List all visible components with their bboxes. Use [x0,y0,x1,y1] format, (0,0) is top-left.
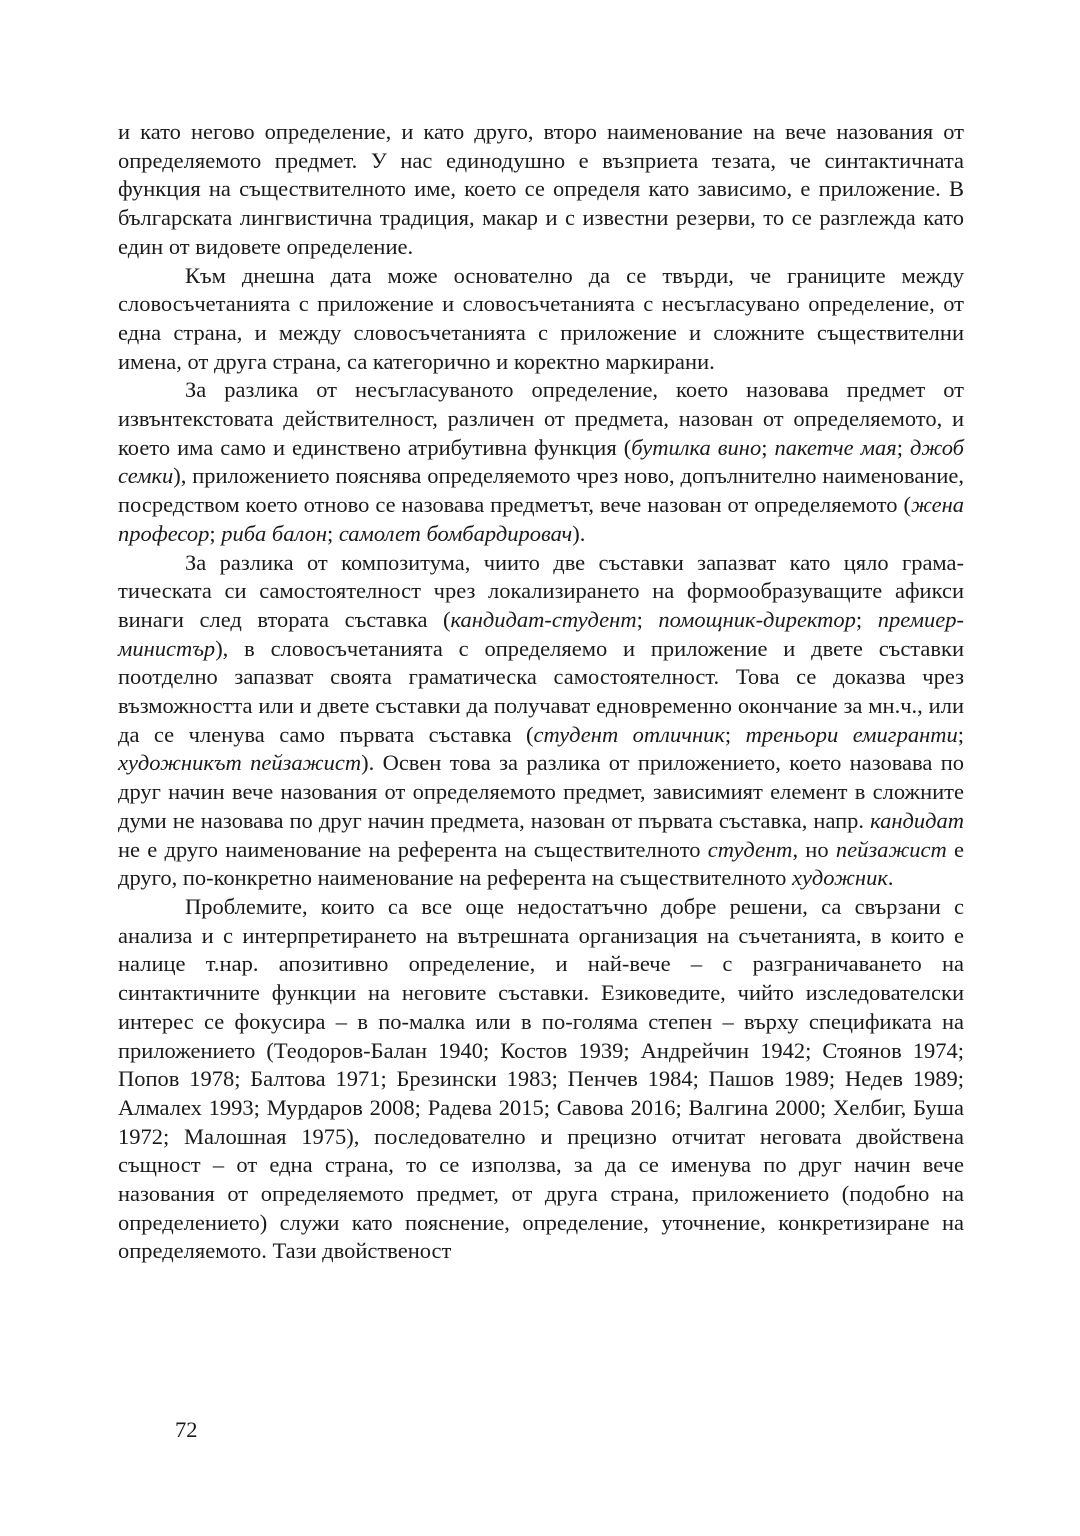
example-term: художник [792,865,888,891]
page-number: 72 [175,1417,198,1442]
paragraph-4-text: ), в словосъчетанията с определяемо и приложение и двете съставки поотделно запазват своята граматическа самостоятелност. Това се доказва чрез възможността или и двете съставки да получават едновременно окончание за мн.ч., или да се членува само първата съставка ( [118,635,964,747]
example-term: самолет бомбардировач [338,520,573,546]
example-term: премиер-министър [118,606,964,661]
example-term: треньори емигранти [745,721,958,747]
example-term: кандидат [870,807,964,833]
paragraph-3-text: ; [761,434,775,460]
example-term: риба балон [221,520,327,546]
paragraph-1 [118,118,964,262]
example-term: художникът пейзажист [118,750,362,776]
paragraph-5-text: Проблемите, които са все още недостатъчно добре решени, са свързани с анализа и с интерпретирането на вътрешната организация на съчетанията, в които е налице т.нар. апозитивно определение, и най-вече – с разграничаването на синтактичните функции на неговите съставки. Езиковедите, чийто изследователски интерес се фокусира – в по-малка или в по-голяма степен – върху спецификата на приложението (Теодоров-Балан 1940; Костов 1939; Андрейчин 1942; Стоянов 1974; Попов 1978; Балтова 1971; Брезински 1983; Пенчев 1984; Пашов 1989; Недев 1989; Алмалех 1993; Мурдаров 2008; Радева 2015; Савова 2016; Валгина 2000; Хелбиг, Буша 1972; Малошная 1975), последователно и прецизно отчитат неговата двойствена същност – от една страна, то се използва, за да се именува по друг начин вече назования от определяемото предмет, от друга страна, приложението (подобно на определението) служи като пояснение, определение, уточнение, конкретизиране на определяемото. Тази двойственост [118,893,964,1264]
paragraph-3-text: За разлика от несъгласуваното определение, което назовава предмет от извънтекстовата действителност, различен от предмета, назован от определяемото, и което има само и единствено атрибутивна функция ( [118,377,964,460]
paragraph-4-text: ; [636,606,659,632]
example-term: студент отличник [533,721,725,747]
paragraph-3 [118,376,964,548]
example-term: джоб семки [118,434,964,489]
paragraph-3-text: ). [572,520,586,546]
example-term: пейзажист [835,836,947,862]
paragraph-3-text: ), приложението пояснява определяемото чрез ново, допълнително наименование, посредством което отново се назовава предметът, вече назован от определяемото ( [118,463,964,518]
example-term: помощник-директор [658,606,856,632]
paragraph-5 [118,893,964,1266]
paragraph-4-text: ). Освен това за разлика от приложението, което назовава по друг начин вече назования от определяемото предмет, зависимият елемент в сложните думи не назовава по друг начин предмета, назован от първата съставка, напр. [118,750,965,833]
paragraph-4-text: За разлика от композитума, чиито две съставки запазват като цяло граматическата си самостоятелност чрез локализирането на формообразуващите афикси винаги след втората съставка ( [118,549,964,632]
paragraph-4-text: . [887,865,894,891]
paragraph-4 [118,549,964,893]
paragraph-4-text: е друго, по-конкретно наименование на референта на съществителното [118,836,965,891]
paragraph-4-text: ; [957,721,964,747]
body-text [118,118,964,1266]
example-term: жена професор [118,492,964,546]
paragraph-4-text: , но [792,836,836,862]
paragraph-1-text: и като негово определение, и като друго, второ наименование на вече назования от определяемото предмет. У нас единодушно е възприета тезата, че синтактичната функция на съществителното име, което се определя като зависимо, е приложение. В българската лингвистична традиция, макар и с известни резерви, то се разглежда като един от видовете определение. [118,119,964,259]
paragraph-2 [118,262,964,377]
paragraph-3-text: ; [896,434,910,460]
paragraph-3-text: ; [327,520,339,546]
example-term: бутилка вино [631,434,762,460]
paragraph-4-text: ; [855,606,878,632]
example-term: студент [707,836,793,862]
paragraph-2-text: Към днешна дата може основателно да се твърди, че границите между словосъчетанията с приложение и словосъчетанията с несъгласувано определение, от една страна, и между словосъчетанията с приложение и сложните съществителни имена, от друга страна, са категорично и коректно маркирани. [118,262,964,374]
paragraph-3-text: ; [209,520,222,546]
paragraph-4-text: не е друго наименование на референта на съществителното [118,836,708,862]
example-term: кандидат-студент [450,606,637,632]
paragraph-4-text: ; [724,721,746,747]
example-term: пакетче мая [774,434,897,460]
